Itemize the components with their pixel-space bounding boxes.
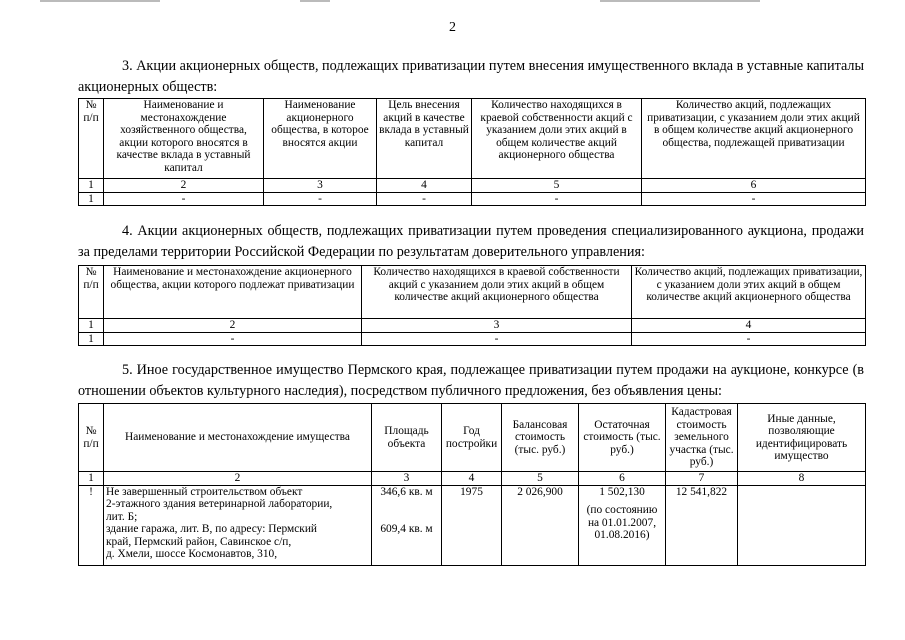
section-5-table <box>78 403 866 566</box>
table-cell: - <box>104 332 362 346</box>
property-name-line: Не завершенный строительством объект <box>106 485 303 498</box>
column-number: 1 <box>79 319 104 333</box>
property-name-line: 2-этажного здания ветеринарной лаборатории, <box>106 498 333 510</box>
residual-note-line: на 01.01.2007, <box>587 516 657 529</box>
column-number-row <box>79 179 866 193</box>
header-cell: Количество акций, подлежащих приватизации, с указанием доли этих акций в общем количестве акций акционерного общества <box>632 266 866 319</box>
row-number: ! <box>79 485 104 565</box>
property-area <box>372 485 442 565</box>
header-cell: Кадастровая стоимость земельного участка (тыс. руб.) <box>666 404 738 472</box>
column-number: 3 <box>362 319 632 333</box>
residual-value <box>579 485 666 565</box>
residual-note-line: (по состоянию <box>586 504 658 516</box>
column-number: 5 <box>502 472 579 486</box>
header-cell: Балансовая стоимость (тыс. руб.) <box>502 404 579 472</box>
header-cell: Наименование и местонахождение хозяйственного общества, акции которого вносятся в качестве вклада в уставный капитал <box>104 99 264 179</box>
section-5-heading: 5. Иное государственное имущество Пермского края, подлежащее приватизации путем продажи на аукционе, конкурсе (в отношении объектов культурного наследия), посредством публичного предложения, без объявления цены: <box>78 362 864 399</box>
header-cell: Наименование и местонахождение акционерного общества, акции которого подлежат приватизации <box>104 266 362 319</box>
construction-year: 1975 <box>442 485 502 565</box>
column-number: 4 <box>632 319 866 333</box>
header-cell: Количество находящихся в краевой собственности акций с указанием доли этих акций в общем количестве акций акционерного общества <box>472 99 642 179</box>
table-cell: - <box>472 192 642 206</box>
table-cell: 1 <box>79 192 104 206</box>
property-name <box>104 485 372 565</box>
table-cell: 1 <box>79 332 104 346</box>
header-cell: Количество находящихся в краевой собственности акций с указанием доли этих акций в общем количестве акций акционерного общества <box>362 266 632 319</box>
residual-amount: 1 502,130 <box>599 485 645 498</box>
column-number: 4 <box>377 179 472 193</box>
property-name-line: здание гаража, лит. В, по адресу: Пермский <box>106 523 318 535</box>
column-number: 1 <box>79 179 104 193</box>
table-row <box>79 192 866 206</box>
table-cell: - <box>104 192 264 206</box>
header-cell: Количество акций, подлежащих приватизации, с указанием доли этих акций в общем количестве акций акционерного общества, подлежащей приватизации <box>642 99 866 179</box>
column-number: 6 <box>642 179 866 193</box>
section-3-table <box>78 98 866 206</box>
table-cell: - <box>632 332 866 346</box>
table-header-row <box>79 404 866 472</box>
column-number: 2 <box>104 472 372 486</box>
property-name-line: край, Пермский район, Савинское с/п, <box>106 535 292 548</box>
column-number-row <box>79 472 866 486</box>
header-cell: Иные данные, позволяющие идентифицировать имущество <box>738 404 866 472</box>
header-cell: № п/п <box>79 99 104 179</box>
table-cell: - <box>264 192 377 206</box>
column-number: 1 <box>79 472 104 486</box>
table-cell: - <box>362 332 632 346</box>
header-cell: Остаточная стоимость (тыс. руб.) <box>579 404 666 472</box>
column-number: 2 <box>104 179 264 193</box>
column-number: 8 <box>738 472 866 486</box>
column-number: 3 <box>372 472 442 486</box>
column-number: 7 <box>666 472 738 486</box>
area-value-1: 346,6 кв. м <box>380 485 433 498</box>
section-4-table <box>78 265 866 346</box>
header-cell: Площадь объекта <box>372 404 442 472</box>
header-cell: № п/п <box>79 404 104 472</box>
column-number: 5 <box>472 179 642 193</box>
table-row <box>79 332 866 346</box>
page-number: 2 <box>449 20 456 35</box>
column-number: 3 <box>264 179 377 193</box>
table-header-row <box>79 99 866 179</box>
table-row <box>79 485 866 565</box>
column-number: 2 <box>104 319 362 333</box>
area-value-2: 609,4 кв. м <box>380 523 433 535</box>
column-number: 6 <box>579 472 666 486</box>
other-data <box>738 485 866 565</box>
section-3-heading: 3. Акции акционерных обществ, подлежащих приватизации путем внесения имущественного вклада в уставные капиталы акционерных обществ: <box>78 58 865 95</box>
balance-value: 2 026,900 <box>502 485 579 565</box>
cadastral-value: 12 541,822 <box>666 485 738 565</box>
table-cell: - <box>642 192 866 206</box>
header-cell: Наименование акционерного общества, в которое вносятся акции <box>264 99 377 179</box>
table-cell: - <box>377 192 472 206</box>
header-cell: Наименование и местонахождение имущества <box>104 404 372 472</box>
section-4-heading: 4. Акции акционерных обществ, подлежащих приватизации путем проведения специализированного аукциона, продажи за пределами территории Российской Федерации по результатам доверительного управления: <box>78 223 864 260</box>
header-cell: № п/п <box>79 266 104 319</box>
residual-note-line: 01.08.2016) <box>594 529 650 541</box>
property-name-line: д. Хмели, шоссе Космонавтов, 310, <box>106 548 278 560</box>
table-header-row <box>79 266 866 319</box>
column-number: 4 <box>442 472 502 486</box>
column-number-row <box>79 319 866 333</box>
property-name-line: лит. Б; <box>106 510 138 523</box>
header-cell: Год постройки <box>442 404 502 472</box>
header-cell: Цель внесения акций в качестве вклада в уставный капитал <box>377 99 472 179</box>
